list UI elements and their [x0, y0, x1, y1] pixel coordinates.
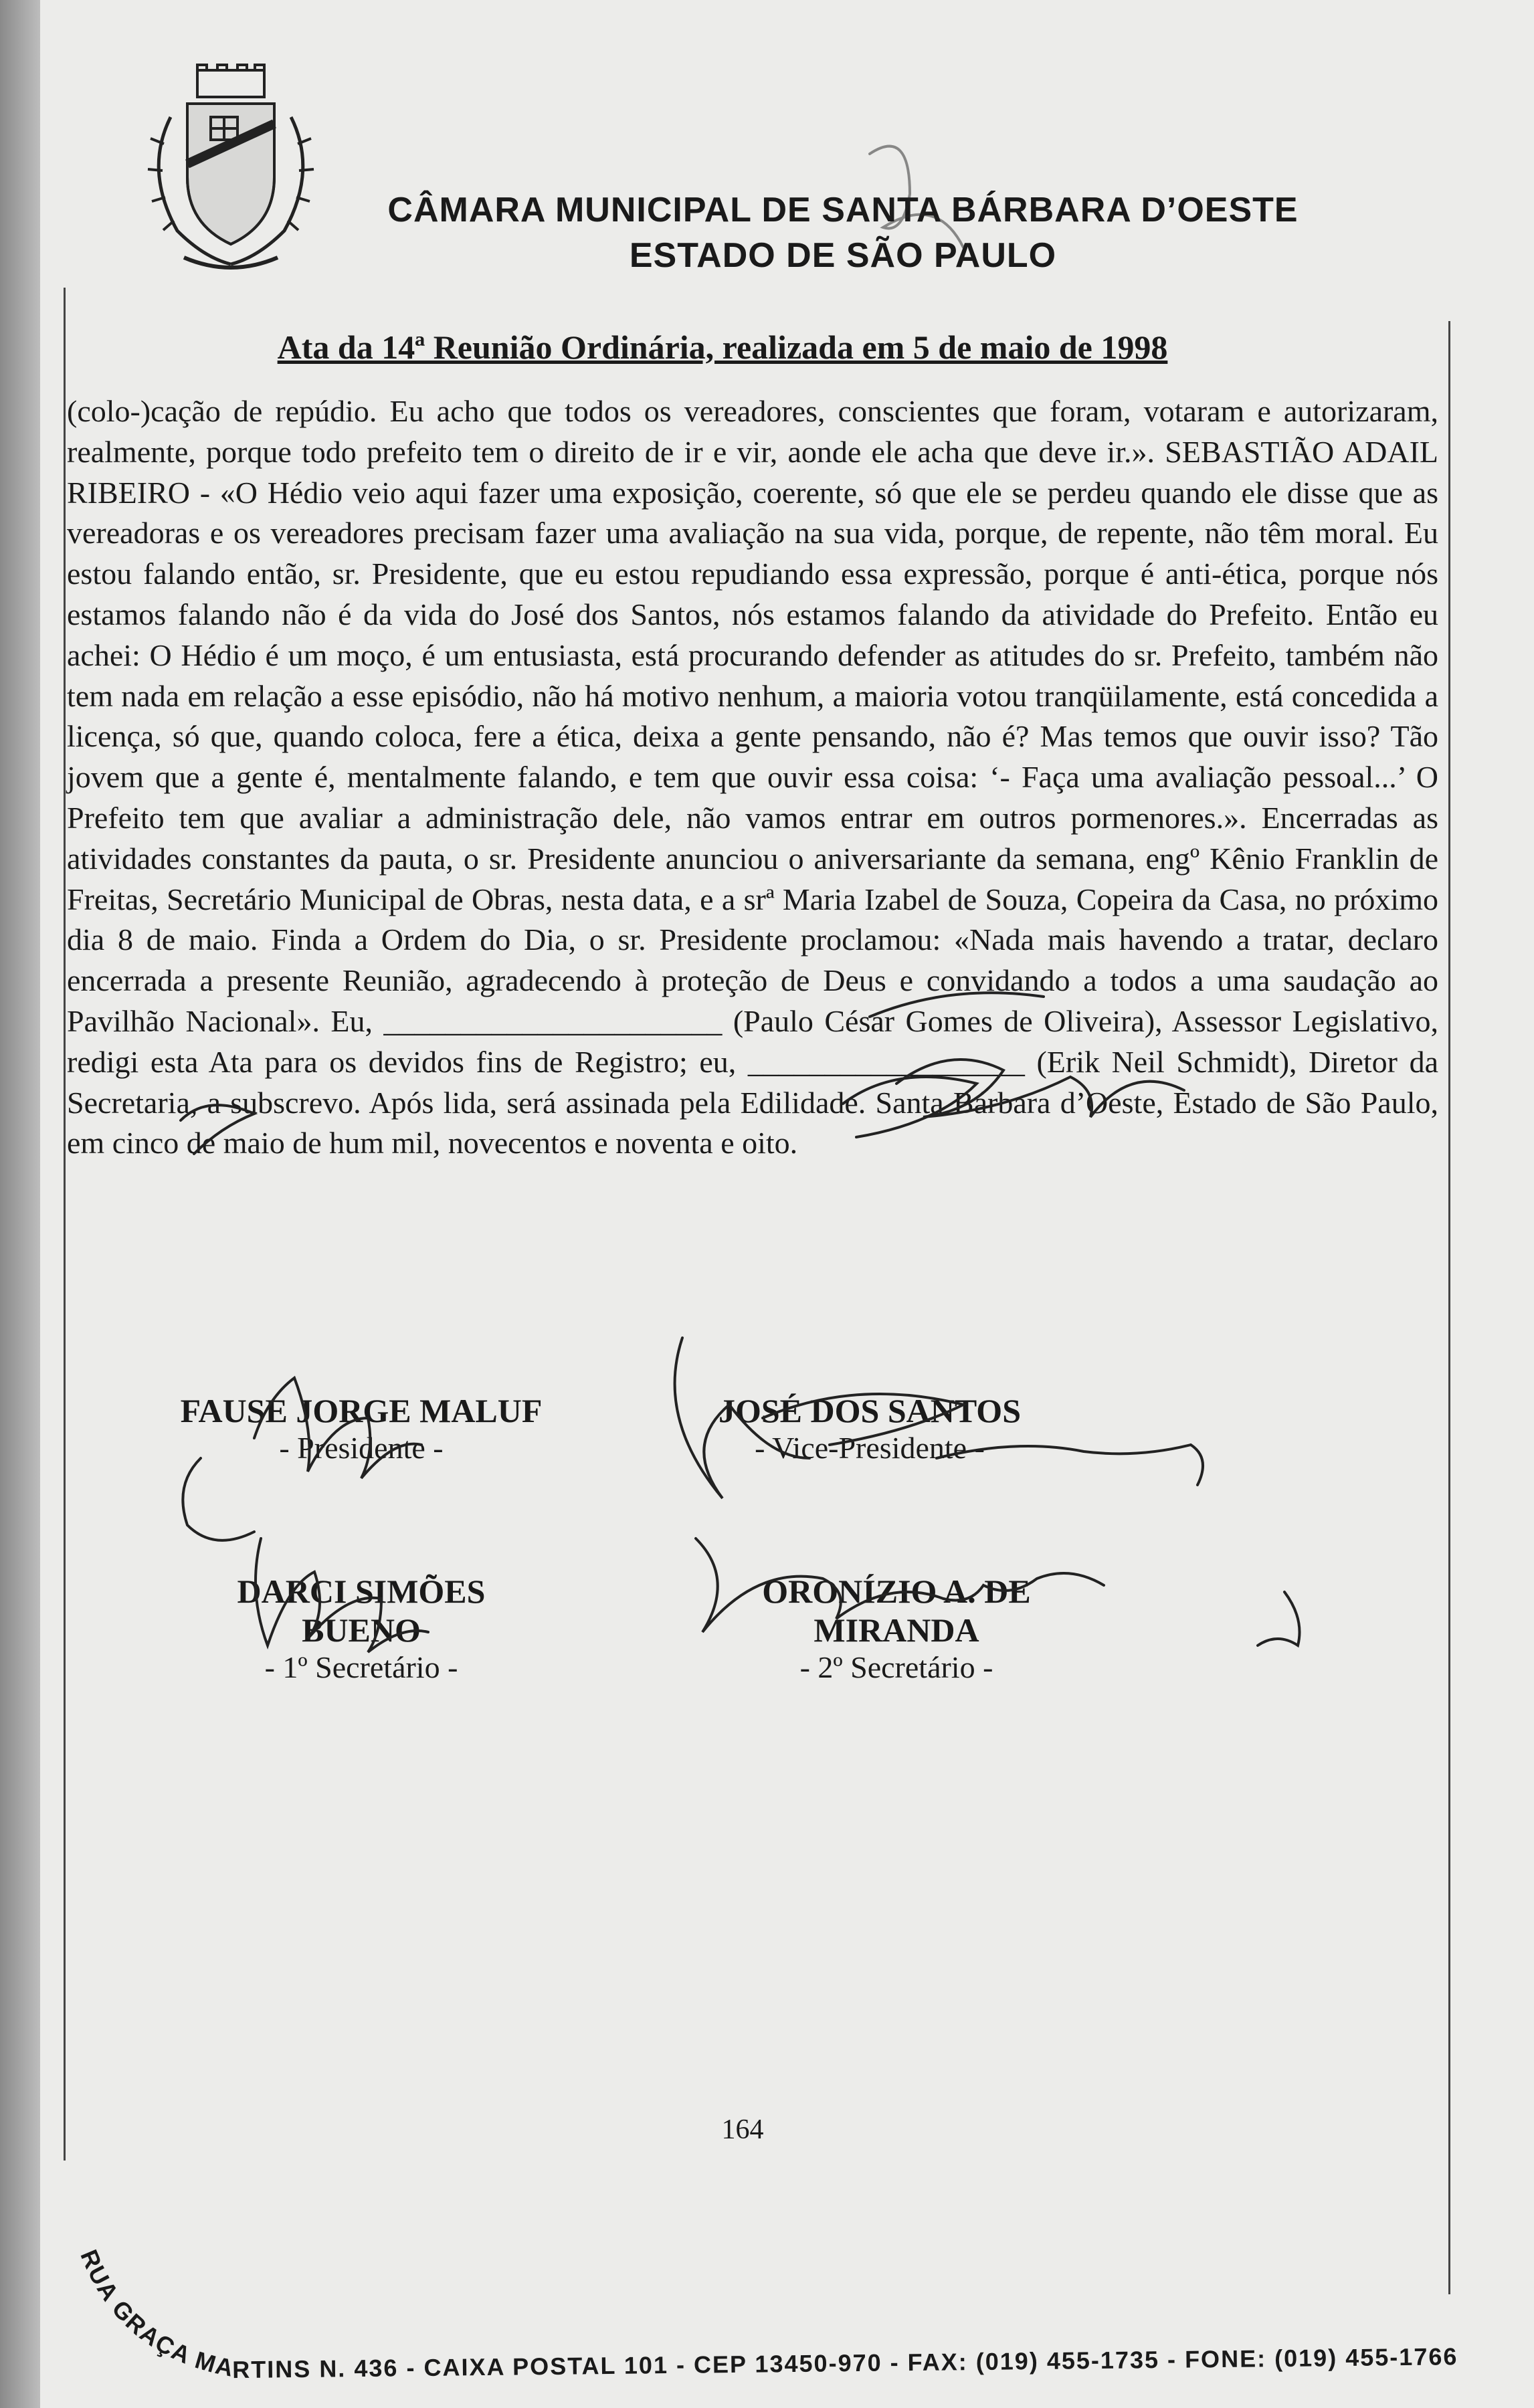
footer-address-text: UA GRAÇA MARTINS N. 436 - CAIXA POSTAL 101 - CEP 13450-970 - FAX: (019) 455-1735 - FONE: (019) 455-1766: [82, 2261, 1458, 2384]
signer-name: JOSÉ DOS SANTOS: [718, 1392, 1022, 1429]
page-edge-shadow: [0, 0, 40, 2408]
signature-vice-president: [682, 1391, 1057, 1466]
signer-name: ORONÍZIO A. DE MIRANDA: [762, 1573, 1031, 1649]
signature-block: [174, 1378, 1177, 1684]
minutes-body: [67, 391, 1438, 1164]
right-margin-line: [1448, 321, 1450, 2294]
municipal-crest-icon: [124, 64, 338, 291]
signature-second-secretary: [682, 1572, 1111, 1685]
header-title: [375, 187, 1311, 278]
signer-role: - Vice-Presidente -: [755, 1431, 985, 1465]
svg-text:RUA GRAÇA MARTINS N. 436 - CAI: [80, 2245, 1458, 2383]
signer-role: - 2º Secretário -: [799, 1650, 993, 1684]
page-number: 164: [721, 2114, 764, 2145]
signer-role: - Presidente -: [279, 1431, 444, 1465]
minutes-title: Ata da 14ª Reunião Ordinária, realizada em 5 de maio de 1998: [277, 328, 1168, 366]
signer-name: FAUSE JORGE MALUF: [180, 1392, 543, 1429]
minutes-paragraph: (colo-)cação de repúdio. Eu acho que todos os vereadores, conscientes que foram, votaram e autorizaram, realmente, porque todo prefeito tem o direito de ir e vir, aonde ele acha que deve ir.». SEBASTIÃO ADAIL RIBEIRO - «O Hédio veio aqui fazer uma exposição, coerente, só que ele se perdeu quando ele disse que as vereadoras e os vereadores precisam fazer uma avaliação na sua vida, porque, de repente, não têm moral. Eu estou falando então, sr. Presidente, que eu estou repudiando essa expressão, porque é anti-ética, porque nós estamos falando não é da vida do José dos Santos, nós estamos falando da atividade do Prefeito. Então eu achei: O Hédio é um moço, é um entusiasta, está procurando defender as atitudes do sr. Prefeito, também não tem nada em relação a esse episódio, não há motivo nenhum, a maioria votou tranqüilamente, está concedida a licença, só que, quando coloca, fere a ética, deixa a gente pensando, não é? Mas temos que ouvir isso? Tão jovem que a gente é, mentalmente falando, e tem que ouvir essa coisa: ‘- Faça uma avaliação pessoal...’ O Prefeito tem que avaliar a administração dele, não vamos entrar em outros pormenores.». Encerradas as atividades constantes da pauta, o sr. Presidente anunciou o aniversariante da semana, engº Kênio Franklin de Freitas, Secretário Municipal de Obras, nesta data, e a srª Maria Izabel de Souza, Copeira da Casa, no próximo dia 8 de maio. Finda a Ordem do Dia, o sr. Presidente proclamou: «Nada mais havendo a tratar, declaro encerrada a presente Reunião, agradecendo à proteção de Deus e convidando a todos a uma saudação ao Pavilhão Nacional». Eu, ______________________ (Paulo César Gomes de Oliveira), Assessor Legislativo, redigi esta Ata para os devidos fins de Registro; eu, __________________ (Erik Neil Schmidt), Diretor da Secretaria, a subscrevo. Após lida, será assinada pela Edilidade. Santa Bárbara d’Oeste, Estado de São Paulo, em cinco de maio de hum mil, novecentos e noventa e oito.: [67, 394, 1438, 1161]
footer-address: [80, 2227, 1472, 2395]
signer-role: - 1º Secretário -: [264, 1650, 458, 1684]
chamber-name: CÂMARA MUNICIPAL DE SANTA BÁRBARA D’OESTE: [387, 191, 1299, 229]
state-name: ESTADO DE SÃO PAULO: [629, 236, 1057, 275]
left-margin-line: [64, 288, 66, 2161]
signature-first-secretary: [174, 1572, 549, 1685]
signature-president: [174, 1391, 549, 1466]
signer-name: DARCI SIMÕES BUENO: [237, 1573, 486, 1649]
footer-address-curve: [80, 2227, 1472, 2395]
